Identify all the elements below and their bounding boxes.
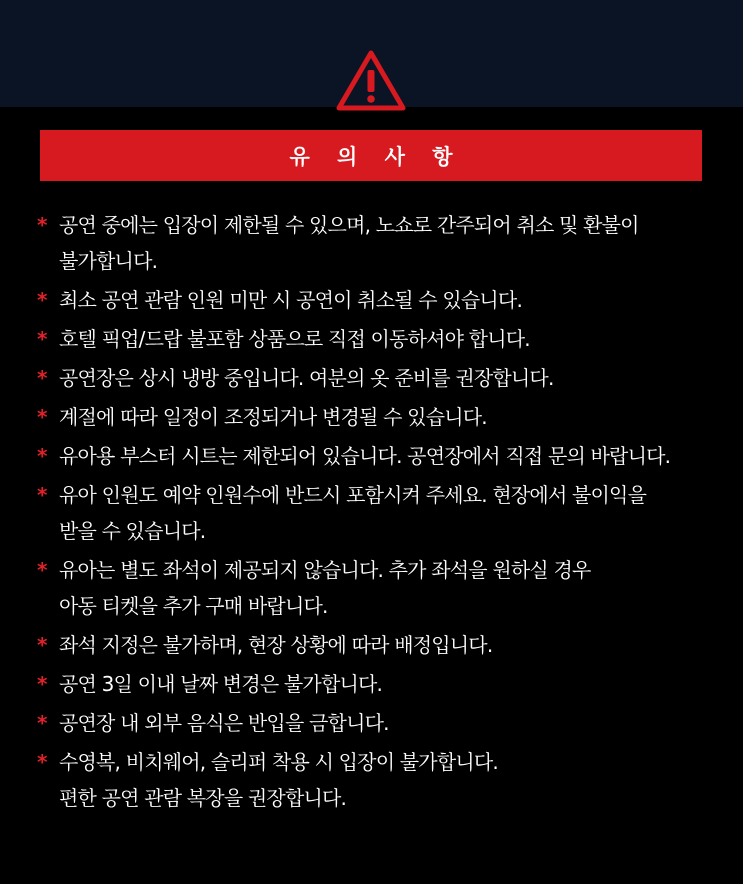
bullet-asterisk: *	[37, 444, 47, 468]
notice-item	[37, 744, 727, 816]
notice-text: 호텔 픽업/드랍 불포함 상품으로 직접 이동하셔야 합니다.	[59, 327, 530, 351]
notice-text: 유아용 부스터 시트는 제한되어 있습니다. 공연장에서 직접 문의 바랍니다.	[59, 444, 671, 468]
notice-title-bar	[40, 130, 702, 181]
notice-item	[37, 705, 727, 741]
notice-text: 공연 중에는 입장이 제한될 수 있으며, 노쇼로 간주되어 취소 및 환불이 불가합니다.	[59, 213, 639, 273]
notice-item	[37, 207, 727, 279]
notice-title: 유 의 사 항	[289, 144, 463, 169]
notice-item	[37, 627, 727, 663]
bullet-asterisk: *	[37, 483, 47, 507]
bullet-asterisk: *	[37, 633, 47, 657]
notice-list	[37, 207, 727, 819]
bullet-asterisk: *	[37, 288, 47, 312]
bullet-asterisk: *	[37, 405, 47, 429]
notice-text: 공연 3일 이내 날짜 변경은 불가합니다.	[59, 672, 383, 696]
notice-item	[37, 399, 727, 435]
notice-text: 좌석 지정은 불가하며, 현장 상황에 따라 배정입니다.	[59, 633, 493, 657]
notice-text: 최소 공연 관람 인원 미만 시 공연이 취소될 수 있습니다.	[59, 288, 523, 312]
notice-text: 수영복, 비치웨어, 슬리퍼 착용 시 입장이 불가합니다. 편한 공연 관람 복장을 권장합니다.	[59, 750, 498, 810]
bullet-asterisk: *	[37, 672, 47, 696]
notice-item	[37, 477, 727, 549]
notice-item	[37, 438, 727, 474]
bullet-asterisk: *	[37, 750, 47, 774]
notice-text: 유아 인원도 예약 인원수에 반드시 포함시켜 주세요. 현장에서 불이익을 받을 수 있습니다.	[59, 483, 647, 543]
bullet-asterisk: *	[37, 327, 47, 351]
notice-text: 공연장 내 외부 음식은 반입을 금합니다.	[59, 711, 389, 735]
bullet-asterisk: *	[37, 558, 47, 582]
notice-item	[37, 282, 727, 318]
notice-item	[37, 321, 727, 357]
notice-item	[37, 666, 727, 702]
bullet-asterisk: *	[37, 711, 47, 735]
bullet-asterisk: *	[37, 366, 47, 390]
notice-text: 유아는 별도 좌석이 제공되지 않습니다. 추가 좌석을 원하실 경우 아동 티켓을 추가 구매 바랍니다.	[59, 558, 591, 618]
notice-item	[37, 552, 727, 624]
bullet-asterisk: *	[37, 213, 47, 237]
notice-text: 공연장은 상시 냉방 중입니다. 여분의 옷 준비를 권장합니다.	[59, 366, 554, 390]
warning-triangle-icon	[335, 48, 407, 112]
notice-item	[37, 360, 727, 396]
notice-text: 계절에 따라 일정이 조정되거나 변경될 수 있습니다.	[59, 405, 487, 429]
